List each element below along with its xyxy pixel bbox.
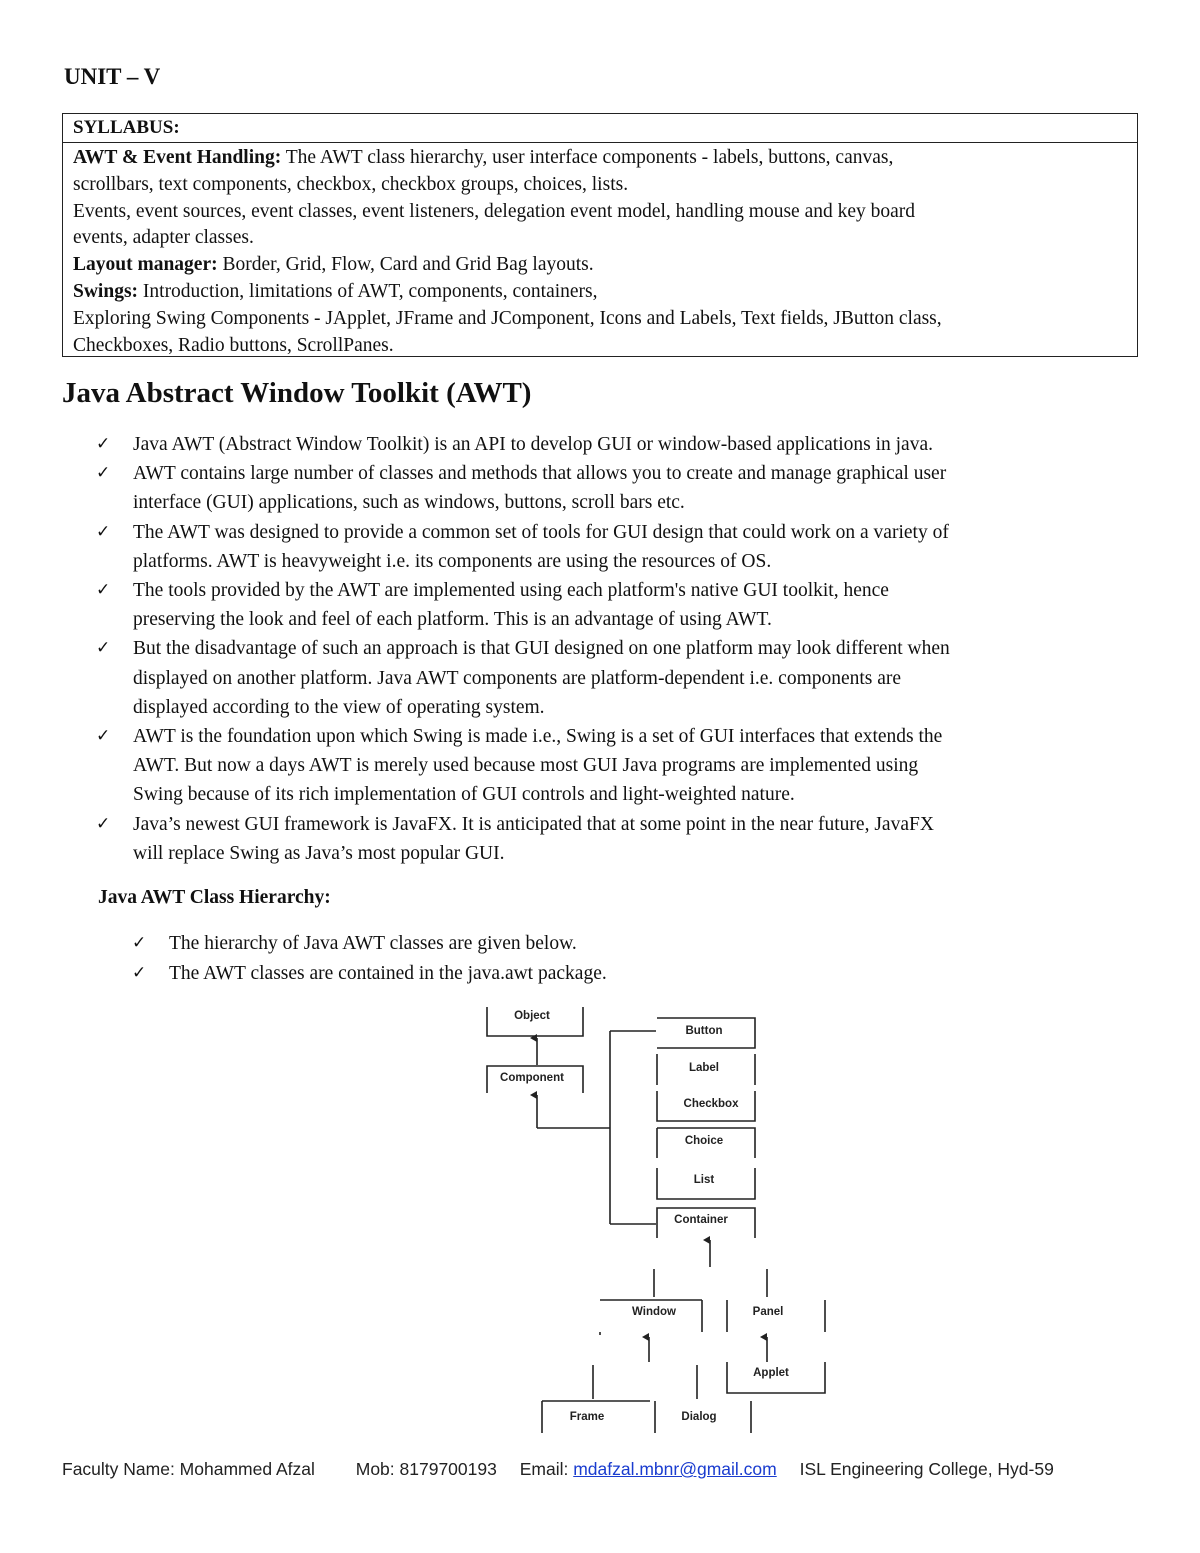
bullet-text-line: displayed according to the view of operating system. bbox=[133, 696, 545, 718]
list-item: ✓ The hierarchy of Java AWT classes are given below. bbox=[132, 929, 607, 959]
bullet-text-line: AWT contains large number of classes and methods that allows you to create and manage graphical user bbox=[133, 463, 947, 485]
bullet-text-line: AWT is the foundation upon which Swing is made i.e., Swing is a set of GUI interfaces that extends the bbox=[133, 726, 943, 748]
checkmark-icon: ✓ bbox=[96, 813, 111, 834]
list-item: ✓ The AWT classes are contained in the java.awt package. bbox=[132, 959, 607, 989]
unit-title: UNIT – V bbox=[64, 64, 161, 89]
bullet-text-line: displayed on another platform. Java AWT components are platform-dependent i.e. components are bbox=[133, 667, 902, 689]
layout-label: Layout manager: bbox=[73, 254, 218, 276]
checkmark-icon: ✓ bbox=[96, 726, 111, 747]
awt-bullet-list bbox=[96, 430, 1136, 868]
page-footer bbox=[62, 1459, 1054, 1480]
checkmark-icon: ✓ bbox=[96, 463, 111, 484]
college-name: ISL Engineering College, Hyd-59 bbox=[799, 1459, 1054, 1479]
exploring-text-2: Checkboxes, Radio buttons, ScrollPanes. bbox=[73, 334, 394, 356]
diagram-label-button: Button bbox=[685, 1025, 723, 1037]
bullet-text-line: interface (GUI) applications, such as windows, buttons, scroll bars etc. bbox=[133, 492, 685, 514]
exploring-text-1: Exploring Swing Components - JApplet, JFrame and JComponent, Icons and Labels, Text fields, JButton class, bbox=[73, 307, 942, 329]
faculty-name: Faculty Name: Mohammed Afzal bbox=[62, 1459, 315, 1479]
bullet-text-line: AWT. But now a days AWT is merely used because most GUI Java programs are implemented using bbox=[133, 755, 919, 777]
email-label: Email: bbox=[519, 1459, 569, 1479]
awt-text: The AWT class hierarchy, user interface components - labels, buttons, canvas, bbox=[281, 147, 894, 168]
bullet-text-line: Java AWT (Abstract Window Toolkit) is an API to develop GUI or window-based applications in java. bbox=[133, 434, 933, 455]
bullet-text-line: Swing because of its rich implementation of GUI controls and light-weighted nature. bbox=[133, 784, 795, 806]
diagram-label-dialog: Dialog bbox=[681, 1411, 717, 1423]
hierarchy-bullet-list bbox=[132, 929, 607, 988]
checkmark-icon: ✓ bbox=[132, 962, 147, 983]
list-item bbox=[96, 430, 1136, 459]
bullet-text-line: preserving the look and feel of each platform. This is an advantage of using AWT. bbox=[133, 609, 772, 631]
awt-class-hierarchy-diagram bbox=[470, 995, 850, 1445]
diagram-label-label: Label bbox=[688, 1062, 720, 1074]
events-text-2: events, adapter classes. bbox=[73, 227, 254, 249]
diagram-label-checkbox: Checkbox bbox=[683, 1098, 739, 1110]
list-item bbox=[96, 459, 1136, 517]
list-item bbox=[96, 576, 1136, 634]
mobile-number: Mob: 8179700193 bbox=[355, 1459, 497, 1479]
bullet-text-line: platforms. AWT is heavyweight i.e. its components are using the resources of OS. bbox=[133, 550, 772, 572]
diagram-label-panel: Panel bbox=[752, 1306, 784, 1318]
checkmark-icon: ✓ bbox=[132, 933, 147, 953]
diagram-label-container: Container bbox=[674, 1214, 728, 1226]
checkmark-icon: ✓ bbox=[96, 434, 111, 454]
syllabus-body bbox=[63, 143, 1137, 359]
list-item bbox=[96, 518, 1136, 576]
syllabus-box bbox=[62, 113, 1138, 357]
diagram-label-frame: Frame bbox=[569, 1411, 605, 1423]
checkmark-icon: ✓ bbox=[96, 580, 111, 601]
layout-text: Border, Grid, Flow, Card and Grid Bag layouts. bbox=[217, 254, 594, 276]
section-title: Java Abstract Window Toolkit (AWT) bbox=[62, 377, 532, 409]
syllabus-heading: SYLLABUS: bbox=[63, 114, 1137, 143]
diagram-label-list: List bbox=[693, 1174, 715, 1186]
bullet-text-line: The AWT was designed to provide a common set of tools for GUI design that could work on a variety of bbox=[133, 521, 949, 543]
diagram-label-choice: Choice bbox=[684, 1135, 724, 1147]
bullet-text-line: The tools provided by the AWT are implemented using each platform's native GUI toolkit, hence bbox=[133, 580, 889, 602]
email-link[interactable]: mdafzal.mbnr@gmail.com bbox=[573, 1459, 777, 1479]
awt-label: AWT & Event Handling: bbox=[73, 147, 282, 168]
hierarchy-heading: Java AWT Class Hierarchy: bbox=[98, 887, 331, 908]
diagram-label-component: Component bbox=[500, 1072, 564, 1084]
list-item bbox=[96, 722, 1136, 810]
diagram-label-applet: Applet bbox=[753, 1367, 789, 1379]
list-item bbox=[96, 810, 1136, 868]
checkmark-icon: ✓ bbox=[96, 521, 111, 542]
bullet-text-line: will replace Swing as Java’s most popular GUI. bbox=[133, 842, 505, 864]
diagram-label-window: Window bbox=[632, 1306, 676, 1318]
events-text-1: Events, event sources, event classes, event listeners, delegation event model, handling mouse and key board bbox=[73, 200, 916, 222]
checkmark-icon: ✓ bbox=[96, 638, 111, 659]
bullet-text-line: But the disadvantage of such an approach is that GUI designed on one platform may look different when bbox=[133, 638, 950, 660]
swings-text: Introduction, limitations of AWT, components, containers, bbox=[138, 280, 598, 302]
diagram-label-object: Object bbox=[514, 1010, 550, 1022]
awt-text-2: scrollbars, text components, checkbox, checkbox groups, choices, lists. bbox=[73, 173, 629, 195]
bullet-text-line: Java’s newest GUI framework is JavaFX. It is anticipated that at some point in the near future, JavaFX bbox=[133, 813, 934, 835]
swings-label: Swings: bbox=[73, 280, 139, 302]
list-item bbox=[96, 634, 1136, 722]
